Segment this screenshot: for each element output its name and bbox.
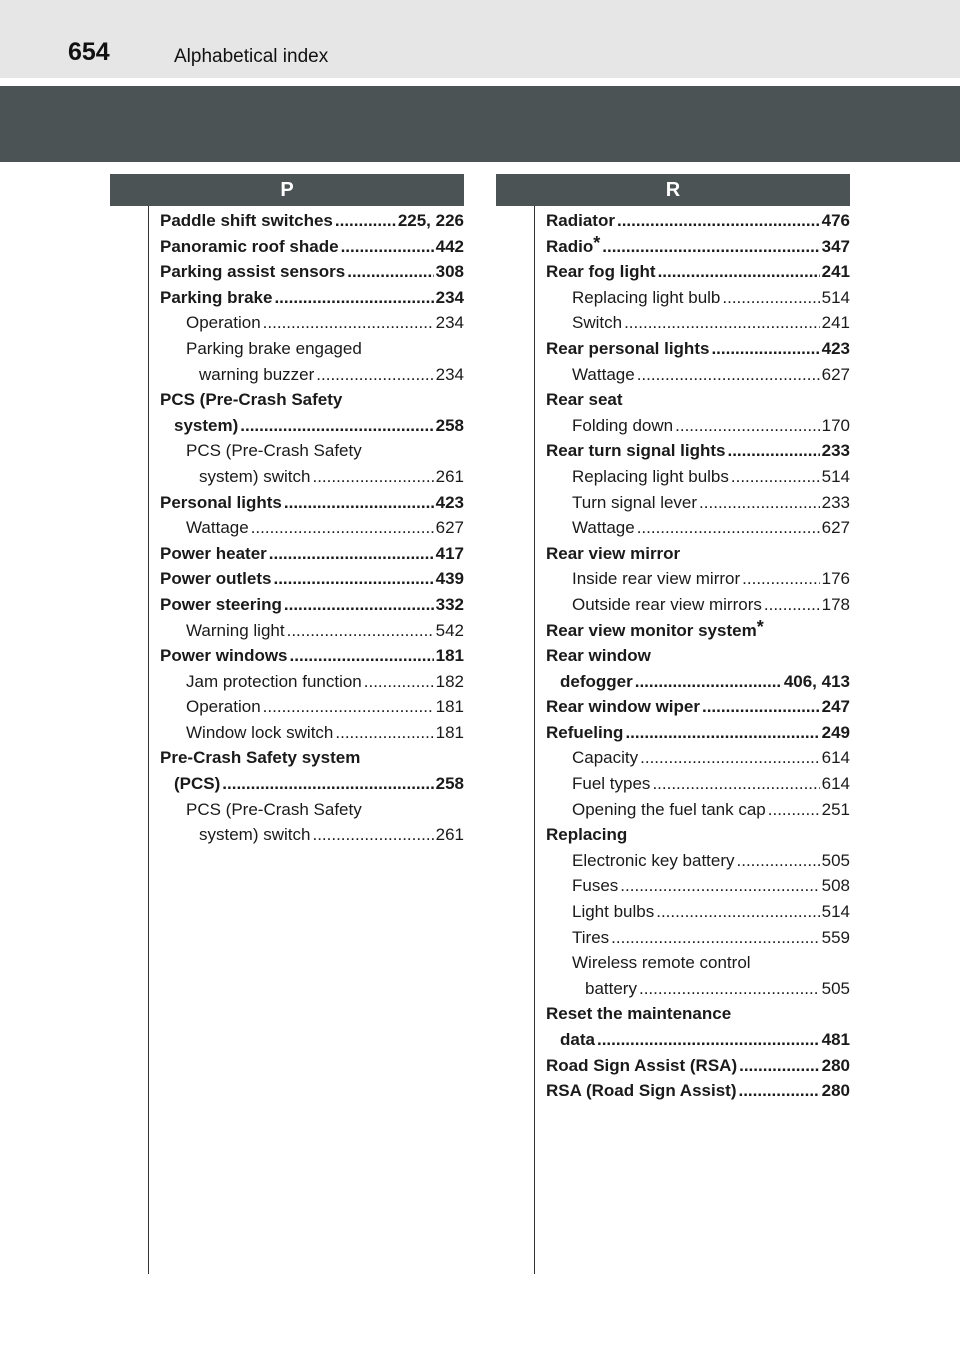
index-entry-page: 280 xyxy=(821,1081,850,1101)
index-entry-term: battery xyxy=(585,978,637,998)
index-entry-page: 181 xyxy=(435,697,464,717)
index-entry-term: Replacing xyxy=(546,825,628,845)
index-entry xyxy=(160,515,464,541)
section-banner xyxy=(0,86,960,162)
index-entry-page: 439 xyxy=(435,569,464,589)
letter-header-p: P xyxy=(110,174,464,206)
dot-leader xyxy=(768,797,820,823)
index-entry-term: Fuel types xyxy=(572,774,651,794)
index-entry xyxy=(160,541,464,567)
dot-leader xyxy=(341,234,434,260)
index-entry xyxy=(160,490,464,516)
index-entry xyxy=(546,515,850,541)
dot-leader xyxy=(637,515,820,541)
index-entry xyxy=(160,438,464,464)
index-entry-term: Panoramic roof shade xyxy=(160,236,339,256)
index-entry xyxy=(160,387,464,413)
index-entry-term: Paddle shift switches xyxy=(160,211,333,230)
index-entry-page: 442 xyxy=(435,236,464,256)
index-entry xyxy=(160,336,464,362)
index-entry-term: PCS (Pre-Crash Safety xyxy=(186,441,362,461)
dot-leader xyxy=(290,643,434,669)
index-entry xyxy=(160,259,464,285)
index-entry-page: 481 xyxy=(821,1030,850,1049)
index-entry-term: Rear view mirror xyxy=(546,543,681,563)
index-entry-term: Operation xyxy=(186,697,261,717)
index-entry-page: 505 xyxy=(821,978,850,998)
dot-leader xyxy=(675,413,820,439)
index-entry-page: 233 xyxy=(821,492,850,512)
index-entry-term: Power windows xyxy=(160,646,288,666)
dot-leader xyxy=(240,413,433,439)
dot-leader xyxy=(624,310,820,336)
index-entry-page: 241 xyxy=(821,313,850,333)
index-entry-page: 627 xyxy=(821,518,850,538)
index-entry-term: Radiator xyxy=(546,211,615,230)
index-entry xyxy=(546,490,850,516)
index-entry-page: 182 xyxy=(435,671,464,691)
index-entry xyxy=(160,745,464,771)
index-entry xyxy=(546,1078,850,1104)
index-entry xyxy=(160,464,464,490)
column-divider-left xyxy=(148,206,149,1274)
index-entry-term: Parking brake xyxy=(160,287,273,307)
index-entry-page: 347 xyxy=(821,236,850,256)
index-entry-page: 233 xyxy=(821,441,850,461)
index-entry-term: Warning light xyxy=(186,620,285,640)
index-entry-term: Rear window xyxy=(546,646,651,666)
index-entry-term: Power outlets xyxy=(160,569,272,589)
index-entry xyxy=(160,797,464,823)
index-entry-page: 251 xyxy=(821,799,850,819)
index-entry xyxy=(160,592,464,618)
index-entry xyxy=(546,899,850,925)
index-entry-page: 627 xyxy=(435,518,464,538)
dot-leader xyxy=(611,925,819,951)
dot-leader xyxy=(658,259,820,285)
index-entry-term: Electronic key battery xyxy=(572,850,735,870)
index-entry-term: Wireless remote control xyxy=(572,953,751,973)
index-entry xyxy=(546,438,850,464)
index-entry-page: 559 xyxy=(821,927,850,947)
dot-leader xyxy=(639,976,820,1002)
index-entry-term: Road Sign Assist (RSA) xyxy=(546,1055,738,1075)
dot-leader xyxy=(731,464,820,490)
index-entry-page: 280 xyxy=(821,1055,850,1075)
index-entry xyxy=(546,720,850,746)
index-entry-page: 261 xyxy=(435,466,464,486)
dot-leader xyxy=(727,438,819,464)
index-entry-term: Turn signal lever xyxy=(572,492,698,512)
index-entry xyxy=(546,259,850,285)
index-entry-term: Inside rear view mirror xyxy=(572,569,741,589)
index-entry-term: Jam protection function xyxy=(186,671,362,691)
index-entry xyxy=(546,669,850,695)
index-entry-term: Wattage xyxy=(572,364,635,384)
index-entry-term: Parking assist sensors xyxy=(160,262,346,282)
index-entry-page: 249 xyxy=(821,722,850,742)
index-entry xyxy=(546,208,850,234)
index-entry-term: Rear turn signal lights xyxy=(546,441,726,461)
dot-leader xyxy=(722,285,819,311)
dot-leader xyxy=(656,899,819,925)
index-entry-page: 614 xyxy=(821,748,850,768)
dot-leader xyxy=(640,745,819,771)
index-entry xyxy=(546,771,850,797)
dot-leader xyxy=(617,208,820,234)
index-entry-term: Operation xyxy=(186,313,261,333)
dot-leader xyxy=(637,362,820,388)
index-entry xyxy=(160,618,464,644)
index-entry-page: 170 xyxy=(821,415,850,435)
index-column-r xyxy=(546,208,850,1104)
index-entry-page: 423 xyxy=(821,338,850,358)
index-entry xyxy=(546,643,850,669)
index-entry-page: 258 xyxy=(435,415,464,435)
index-entry: Radio * ..... 347 xyxy=(546,234,850,260)
index-entry-page: 332 xyxy=(435,594,464,614)
dot-leader xyxy=(738,1078,819,1104)
index-entry-page: 514 xyxy=(821,287,850,307)
dot-leader xyxy=(602,234,819,260)
index-entry-page: 178 xyxy=(821,594,850,614)
index-entry-term: Rear seat xyxy=(546,390,623,410)
index-entry xyxy=(546,745,850,771)
index-entry-term: Power heater xyxy=(160,543,267,563)
index-entry xyxy=(546,848,850,874)
letter-header-r: R xyxy=(496,174,850,206)
index-entry-page: 627 xyxy=(821,364,850,384)
index-entry-term: Power steering xyxy=(160,594,282,614)
dot-leader xyxy=(222,771,433,797)
index-entry xyxy=(160,310,464,336)
index-entry xyxy=(160,643,464,669)
index-entry-page: 476 xyxy=(821,211,850,230)
dot-leader xyxy=(273,566,433,592)
dot-leader xyxy=(739,1053,820,1079)
index-entry-term: Tires xyxy=(572,927,610,947)
index-entry-page: 542 xyxy=(435,620,464,640)
index-entry xyxy=(546,566,850,592)
index-entry-page: 508 xyxy=(821,876,850,896)
index-entry xyxy=(160,694,464,720)
index-entry-term: Rear personal lights xyxy=(546,338,710,358)
dot-leader xyxy=(597,1027,820,1053)
dot-leader xyxy=(316,362,433,388)
dot-leader xyxy=(335,208,396,234)
dot-leader xyxy=(251,515,434,541)
dot-leader xyxy=(620,873,819,899)
index-entry-page: 241 xyxy=(821,262,850,282)
index-entry-term: defogger xyxy=(560,671,633,691)
index-entry xyxy=(546,873,850,899)
index-entry: Rear view monitor system * xyxy=(546,618,850,644)
index-entry xyxy=(160,771,464,797)
index-entry-page: 234 xyxy=(435,364,464,384)
dot-leader xyxy=(625,720,819,746)
index-entry xyxy=(160,720,464,746)
index-entry xyxy=(160,669,464,695)
dot-leader xyxy=(263,694,434,720)
index-entry-term: PCS (Pre-Crash Safety xyxy=(160,390,343,410)
index-entry xyxy=(546,362,850,388)
index-entry-page: 258 xyxy=(435,774,464,794)
index-entry-page: 308 xyxy=(435,262,464,282)
dot-leader xyxy=(284,592,434,618)
index-entry-term: warning buzzer xyxy=(199,364,315,384)
dot-leader xyxy=(284,490,434,516)
index-entry xyxy=(546,387,850,413)
index-entry-term: Parking brake engaged xyxy=(186,338,362,358)
index-entry-page: 181 xyxy=(435,646,464,666)
index-entry xyxy=(546,694,850,720)
index-entry-page: 614 xyxy=(821,774,850,794)
index-column-p xyxy=(160,208,464,848)
index-entry xyxy=(160,208,464,234)
index-entry xyxy=(546,413,850,439)
page-number: 654 xyxy=(68,38,110,66)
index-entry xyxy=(546,541,850,567)
index-entry-term: Window lock switch xyxy=(186,722,334,742)
index-entry-term: Rear fog light xyxy=(546,262,656,282)
index-entry-page: 417 xyxy=(435,543,464,563)
index-entry-term: RSA (Road Sign Assist) xyxy=(546,1081,737,1101)
index-entry-term: Replacing light bulbs xyxy=(572,466,729,486)
index-entry-term: Folding down xyxy=(572,415,674,435)
index-entry xyxy=(546,822,850,848)
index-entry xyxy=(546,1053,850,1079)
index-entry xyxy=(546,336,850,362)
page-header-strip xyxy=(0,0,960,78)
dot-leader xyxy=(364,669,434,695)
dot-leader xyxy=(764,592,820,618)
index-entry-term: (PCS) xyxy=(174,774,221,794)
index-entry-term: system) xyxy=(174,415,239,435)
index-entry-term: Rear view monitor system xyxy=(546,620,757,640)
index-entry xyxy=(160,822,464,848)
index-entry-term: Pre-Crash Safety system xyxy=(160,748,361,768)
index-entry xyxy=(546,285,850,311)
index-entry-page: 505 xyxy=(821,850,850,870)
index-entry-page: 514 xyxy=(821,902,850,922)
dot-leader xyxy=(635,669,782,695)
index-entry-term: Wattage xyxy=(572,518,635,538)
index-entry xyxy=(160,285,464,311)
index-entry-term: Wattage xyxy=(186,518,249,538)
index-entry xyxy=(546,925,850,951)
dot-leader xyxy=(312,464,433,490)
dot-leader xyxy=(347,259,433,285)
index-entry xyxy=(546,976,850,1002)
index-entry-term: system) switch xyxy=(199,825,311,845)
index-entry-term: Light bulbs xyxy=(572,902,655,922)
index-entry-term: Capacity xyxy=(572,748,639,768)
index-entry-term: Radio xyxy=(546,236,594,256)
index-entry-page: 406, 413 xyxy=(783,671,850,691)
index-entry xyxy=(160,566,464,592)
index-entry-term: PCS (Pre-Crash Safety xyxy=(186,799,362,819)
index-entry-page: 261 xyxy=(435,825,464,845)
index-entry xyxy=(546,797,850,823)
index-entry xyxy=(160,362,464,388)
index-entry-term: Outside rear view mirrors xyxy=(572,594,762,614)
index-entry xyxy=(546,1001,850,1027)
column-divider-right xyxy=(534,206,535,1274)
dot-leader xyxy=(652,771,819,797)
index-entry xyxy=(546,1027,850,1053)
index-entry-term: Personal lights xyxy=(160,492,282,512)
index-entry-term: Refueling xyxy=(546,722,624,742)
index-entry-page: 225, 226 xyxy=(397,211,464,230)
index-entry-page: 181 xyxy=(435,722,464,742)
index-entry-term: Reset the maintenance xyxy=(546,1004,732,1024)
index-entry xyxy=(160,234,464,260)
dot-leader xyxy=(263,310,434,336)
index-entry xyxy=(546,950,850,976)
page-title: Alphabetical index xyxy=(174,46,329,67)
dot-leader xyxy=(274,285,433,311)
index-entry-term: Opening the fuel tank cap xyxy=(572,799,766,819)
index-entry-page: 234 xyxy=(435,287,464,307)
dot-leader xyxy=(269,541,434,567)
index-entry xyxy=(546,592,850,618)
index-entry-term: Switch xyxy=(572,313,623,333)
index-entry-term: data xyxy=(560,1030,595,1049)
index-entry-page: 247 xyxy=(821,697,850,717)
index-entry-page: 514 xyxy=(821,466,850,486)
dot-leader xyxy=(312,822,433,848)
index-entry xyxy=(160,413,464,439)
dot-leader xyxy=(335,720,433,746)
index-entry xyxy=(546,310,850,336)
dot-leader xyxy=(702,694,820,720)
dot-leader xyxy=(287,618,434,644)
dot-leader xyxy=(699,490,820,516)
index-entry-page: 176 xyxy=(821,569,850,589)
dot-leader xyxy=(737,848,820,874)
dot-leader xyxy=(711,336,819,362)
index-entry-term: Fuses xyxy=(572,876,619,896)
index-entry-term: Replacing light bulb xyxy=(572,287,721,307)
index-entry xyxy=(546,464,850,490)
index-entry-page: 234 xyxy=(435,313,464,333)
index-entry-page: 423 xyxy=(435,492,464,512)
index-entry-term: system) switch xyxy=(199,466,311,486)
index-entry-term: Rear window wiper xyxy=(546,697,700,717)
dot-leader xyxy=(742,566,819,592)
